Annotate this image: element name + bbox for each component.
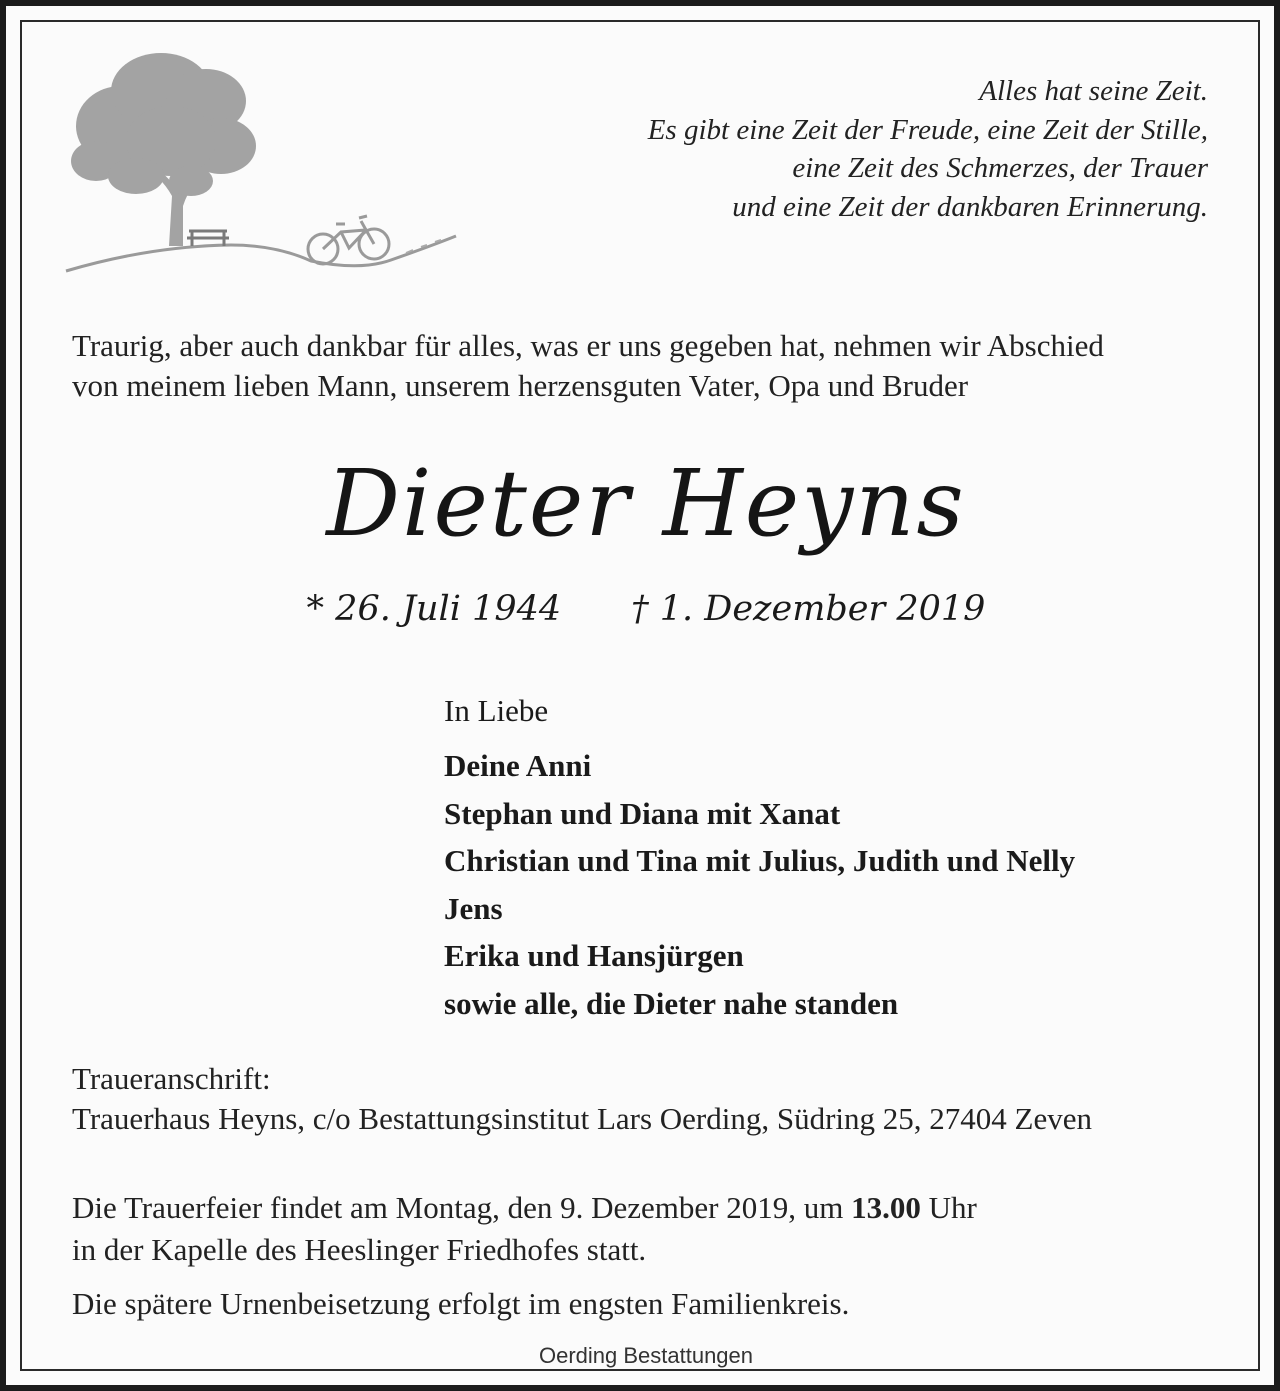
life-dates xyxy=(6,584,1280,634)
family-member: Christian und Tina mit Julius, Judith und Nelly xyxy=(444,843,1076,878)
tree-bench-bicycle-illustration xyxy=(61,46,461,281)
mourning-address xyxy=(72,1059,1232,1139)
ceremony-time: 13.00 xyxy=(851,1190,921,1225)
death-date: † 1. Dezember 2019 xyxy=(631,589,986,629)
family-member: sowie alle, die Dieter nahe standen xyxy=(444,985,899,1021)
family-member: Deine Anni xyxy=(444,748,592,783)
bicycle-icon xyxy=(308,216,389,264)
ceremony-time-unit: Uhr xyxy=(920,1190,977,1225)
funeral-home-credit: Oerding Bestattungen xyxy=(538,1343,754,1368)
urn-burial-info: Die spätere Urnenbeisetzung erfolgt im engsten Familienkreis. xyxy=(72,1286,850,1321)
deceased-name: Dieter Heyns xyxy=(326,450,966,557)
ceremony-date-text: Die Trauerfeier findet am Montag, den 9. Dezember 2019, um xyxy=(72,1190,852,1225)
ceremony-line-1 xyxy=(72,1187,1232,1229)
intro-text xyxy=(72,326,1232,406)
family-member: Stephan und Diana mit Xanat xyxy=(444,795,841,831)
family-signatures xyxy=(444,690,1204,1027)
address-line: Trauerhaus Heyns, c/o Bestattungsinstitut Lars Oerding, Südring 25, 27404 Zeven xyxy=(72,1101,1093,1136)
bench-icon xyxy=(187,231,229,246)
funeral-ceremony-info xyxy=(72,1187,1232,1271)
family-member: Jens xyxy=(444,890,503,926)
birth-date: * 26. Juli 1944 xyxy=(306,589,562,629)
motto-line: Es gibt eine Zeit der Freude, eine Zeit der Stille, xyxy=(647,113,1208,146)
family-lead: In Liebe xyxy=(444,693,549,728)
ceremony-line-2: in der Kapelle des Heeslinger Friedhofes statt. xyxy=(72,1232,647,1267)
motto-line: und eine Zeit der dankbaren Erinnerung. xyxy=(732,190,1208,223)
intro-line: von meinem lieben Mann, unserem herzensguten Vater, Opa und Bruder xyxy=(72,368,969,403)
motto-quote xyxy=(448,72,1208,226)
motto-line: eine Zeit des Schmerzes, der Trauer xyxy=(792,152,1208,184)
family-member: Erika und Hansjürgen xyxy=(444,938,744,973)
hill-icon xyxy=(66,236,456,271)
address-label: Traueranschrift: xyxy=(72,1061,271,1096)
footpath-icon xyxy=(406,240,441,253)
tree-icon xyxy=(71,53,256,246)
intro-line: Traurig, aber auch dankbar für alles, was er uns gegeben hat, nehmen wir Abschied xyxy=(72,328,1104,363)
motto-line: Alles hat seine Zeit. xyxy=(979,75,1208,107)
